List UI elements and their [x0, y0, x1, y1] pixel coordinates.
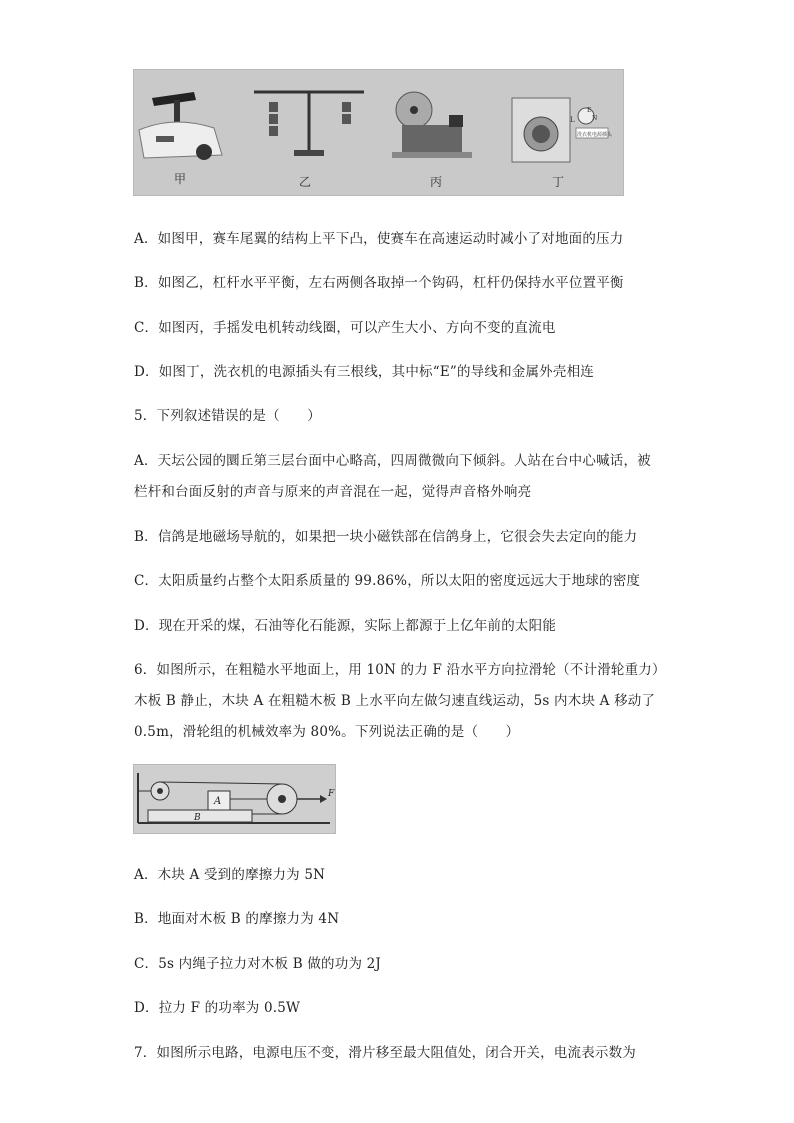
q5-option-b: B．信鸽是地磁场导航的，如果把一块小磁铁部在信鸽身上，它很会失去定向的能力	[134, 529, 638, 545]
lever-illustration	[254, 92, 364, 156]
arrow-icon	[320, 795, 327, 803]
washing-machine-illustration	[512, 98, 608, 162]
q4-option-d: D．如图丁，洗衣机的电源插头有三根线，其中标“E”的导线和金属外壳相连	[134, 364, 594, 380]
pulley-diagram	[134, 765, 335, 833]
q5-stem: 5．下列叙述错误的是（ ）	[134, 408, 321, 424]
washer-label-l: L	[570, 116, 575, 124]
q5-option-a-line1: A．天坛公园的圜丘第三层台面中心略高，四周微微向下倾斜。人站在台中心喊话，被	[134, 453, 651, 469]
q7-stem-line1: 7．如图所示电路，电源电压不变，滑片移至最大阻值处，闭合开关，电流表示数为	[134, 1045, 636, 1061]
q4-option-c: C．如图丙，手摇发电机转动线圈，可以产生大小、方向不变的直流电	[134, 320, 556, 336]
q5-option-c: C．太阳质量约占整个太阳系质量的 99.86%，所以太阳的密度远远大于地球的密度	[134, 573, 641, 589]
q6-option-b: B．地面对木板 B 的摩擦力为 4N	[134, 911, 340, 927]
q6-stem-line1: 6．如图所示，在粗糙水平地面上，用 10N 的力 F 沿水平方向拉滑轮（不计滑轮重力）	[134, 662, 666, 678]
race-car-illustration	[139, 92, 222, 160]
q5-option-a-line2: 栏杆和台面反射的声音与原来的声音混在一起，觉得声音格外响亮	[134, 484, 532, 500]
caption-yi: 乙	[299, 175, 312, 189]
label-b: B	[194, 813, 201, 823]
caption-jia: 甲	[174, 172, 187, 186]
figure-strip-photo	[133, 69, 624, 196]
q6-option-c: C．5s 内绳子拉力对木板 B 做的功为 2J	[134, 956, 382, 972]
q4-option-a: A．如图甲，赛车尾翼的结构上平下凸，使赛车在高速运动时减小了对地面的压力	[134, 231, 624, 247]
q5-option-d: D．现在开采的煤，石油等化石能源，实际上都源于上亿年前的太阳能	[134, 618, 557, 634]
caption-ding: 丁	[552, 175, 565, 189]
washer-label-e: E	[587, 107, 592, 114]
generator-illustration	[392, 92, 472, 158]
q4-option-b: B．如图乙，杠杆水平平衡，左右两侧各取掉一个钩码，杠杆仍保持水平位置平衡	[134, 275, 624, 291]
washer-label-n: N	[592, 115, 598, 122]
q6-option-d: D．拉力 F 的功率为 0.5W	[134, 1000, 301, 1016]
q6-stem-line3: 0.5m，滑轮组的机械效率为 80%。下列说法正确的是（ ）	[134, 724, 520, 740]
caption-bing: 丙	[430, 175, 443, 189]
label-f: F	[328, 789, 335, 799]
q6-stem-line2: 木板 B 静止，木块 A 在粗糙木板 B 上水平向左做匀速直线运动，5s 内木块 A 移动了	[134, 693, 656, 709]
figure-strip-drawing	[134, 70, 623, 195]
label-a: A	[214, 796, 222, 807]
q6-option-a: A．木块 A 受到的摩擦力为 5N	[134, 867, 326, 883]
pulley-figure	[133, 764, 336, 834]
washer-plug-caption: 洗衣机电源插头	[577, 132, 613, 138]
